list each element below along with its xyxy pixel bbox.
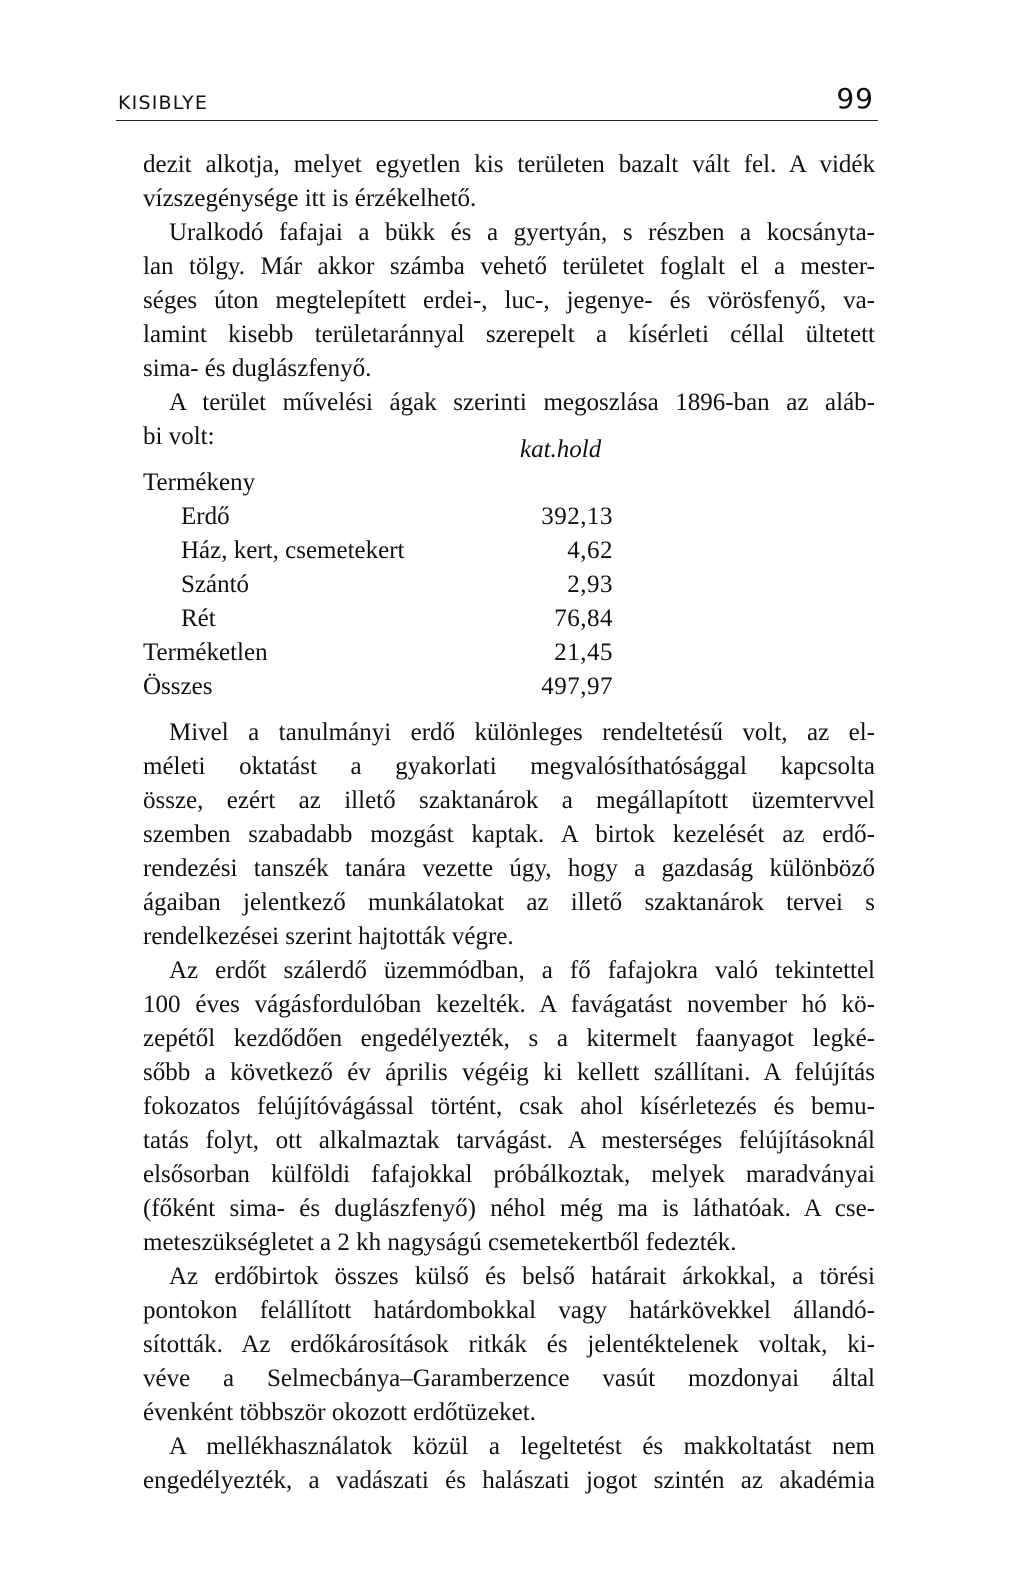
row-label: Termékeny — [143, 469, 256, 496]
text-line: A terület művelési ágak szerinti megoszlása 1896-ban az aláb- — [169, 389, 875, 416]
text-line: évenként többször okozott erdőtüzeket. — [143, 1399, 536, 1426]
text-line: sították. Az erdőkárosítások ritkák és jelentéktelenek voltak, ki- — [143, 1331, 875, 1358]
body-text-top — [143, 148, 875, 454]
text-line: pontokon felállított határdombokkal vagy határkövekkel állandó- — [143, 1297, 875, 1324]
text-line: Uralkodó fafajai a bükk és a gyertyán, s részben a kocsányta- — [169, 219, 875, 246]
row-value: 76,84 — [554, 605, 613, 632]
text-line: Az erdőt szálerdő üzemmódban, a fő fafajokra való tekintettel — [169, 957, 875, 984]
table-row — [143, 602, 613, 636]
text-line: elsősorban külföldi fafajokkal próbálkoztak, melyek maradványai — [143, 1161, 875, 1188]
paragraph-management — [143, 954, 875, 1260]
row-label: Ház, kert, csemetekert — [181, 537, 405, 564]
paragraph-tree-species — [143, 216, 875, 386]
row-label: Erdő — [181, 503, 230, 530]
row-value: 392,13 — [541, 503, 613, 530]
text-line: méleti oktatást a gyakorlati megvalósíthatósággal kapcsolta — [143, 753, 875, 780]
paragraph-education — [143, 716, 875, 954]
paragraph-geology — [143, 148, 875, 216]
text-line: engedélyezték, a vadászati és halászati jogot szintén az akadémia — [143, 1467, 875, 1494]
text-line: véve a Selmecbánya–Garamberzence vasút mozdonyai által — [143, 1365, 875, 1392]
text-line: ágaiban jelentkező munkálatokat az illető szaktanárok tervei s — [143, 889, 875, 916]
table-row — [143, 500, 613, 534]
row-value: 4,62 — [567, 537, 613, 564]
text-line: sőbb a következő év április végéig ki kellett szállítani. A felújítás — [143, 1059, 875, 1086]
table-row — [143, 568, 613, 602]
row-label: Terméketlen — [143, 639, 268, 666]
row-value: 497,97 — [541, 673, 613, 700]
paragraph-land-use-intro — [143, 386, 875, 454]
text-line: Az erdőbirtok összes külső és belső határait árkokkal, a törési — [169, 1263, 875, 1290]
text-line: szemben szabadabb mozgást kaptak. A birtok kezelését az erdő- — [143, 821, 875, 848]
text-line: séges úton megtelepített erdei-, luc-, jegenye- és vörösfenyő, va- — [143, 287, 875, 314]
text-line: zepétől kezdődően engedélyezték, s a kitermelt faanyagot legké- — [143, 1025, 875, 1052]
row-value — [512, 466, 613, 500]
text-line: rendelkezései szerint hajtották végre. — [143, 923, 514, 950]
page-number: 99 — [836, 82, 874, 115]
table-row — [143, 636, 613, 670]
text-line: tatás folyt, ott alkalmaztak tarvágást. A mesterséges felújításoknál — [143, 1127, 875, 1154]
text-line: (főként sima- és duglászfenyő) néhol még ma is láthatóak. A cse- — [143, 1195, 875, 1222]
row-label: Rét — [181, 605, 216, 632]
page-header — [116, 70, 878, 121]
table-row — [143, 466, 613, 500]
paragraph-boundaries — [143, 1260, 875, 1430]
row-label: Összes — [143, 673, 213, 700]
body-text-bottom — [143, 716, 875, 1498]
text-line: dezit alkotja, melyet egyetlen kis területen bazalt vált fel. A vidék — [143, 151, 875, 178]
running-title: KISIBLYE — [118, 92, 209, 114]
text-line: 100 éves vágásfordulóban kezelték. A favágatást november hó kö- — [143, 991, 875, 1018]
paragraph-secondary-uses — [143, 1430, 875, 1498]
text-line: sima- és duglászfenyő. — [143, 355, 372, 382]
text-line: A mellékhasználatok közül a legeltetést és makkoltatást nem — [169, 1433, 875, 1460]
text-line: meteszükségletet a 2 kh nagyságú csemetekertből fedezték. — [143, 1229, 737, 1256]
row-value: 2,93 — [567, 571, 613, 598]
text-line: össze, ezért az illető szaktanárok a megállapított üzemtervvel — [143, 787, 875, 814]
text-line: Mivel a tanulmányi erdő különleges rendeltetésű volt, az el- — [169, 719, 875, 746]
text-line: bi volt: — [143, 423, 215, 450]
table-unit-label: kat.hold — [520, 436, 602, 463]
text-line: lamint kisebb területaránnyal szerepelt a kísérleti céllal ültetett — [143, 321, 875, 348]
text-line: fokozatos felújítóvágással történt, csak ahol kísérletezés és bemu- — [143, 1093, 875, 1120]
row-value: 21,45 — [554, 639, 613, 666]
text-line: rendezési tanszék tanára vezette úgy, hogy a gazdaság különböző — [143, 855, 875, 882]
row-label: Szántó — [181, 571, 250, 598]
land-use-table — [143, 466, 613, 704]
text-line: lan tölgy. Már akkor számba vehető területet foglalt el a mester- — [143, 253, 875, 280]
table-row — [143, 534, 613, 568]
text-line: vízszegénysége itt is érzékelhető. — [143, 185, 477, 212]
table-row — [143, 670, 613, 704]
